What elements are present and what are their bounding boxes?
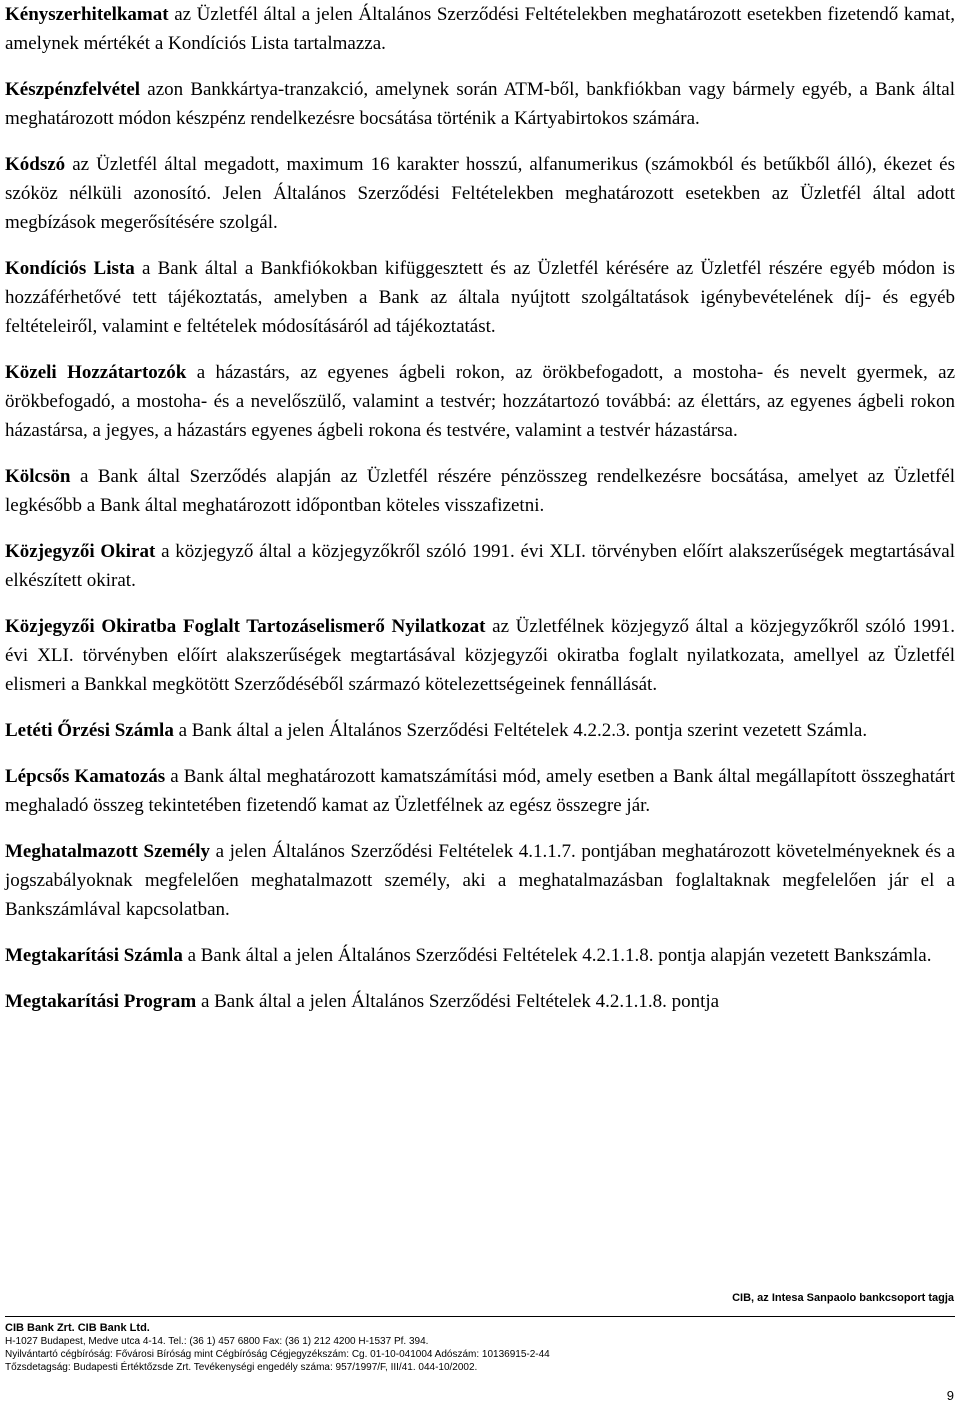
definition-paragraph xyxy=(5,150,955,237)
footer-exchange-membership: Tőzsdetagság: Budapesti Értéktőzsde Zrt. Tevékenységi engedély száma: 957/1997/F, III/41. 044-10/2002. xyxy=(5,1362,478,1373)
definition-term: Kölcsön xyxy=(5,466,71,487)
definition-paragraph xyxy=(5,987,955,1016)
definition-text: a Bank által a jelen Általános Szerződési Feltételek 4.2.2.3. pontja szerint vezetett Számla. xyxy=(178,720,868,741)
page-number: 9 xyxy=(946,1388,954,1403)
definition-term: Közjegyzői Okirat xyxy=(5,541,156,562)
footer-divider xyxy=(5,1316,955,1317)
definition-term: Készpénzfelvétel xyxy=(5,79,141,100)
definition-paragraph xyxy=(5,612,955,699)
definition-text: a házastárs, az egyenes ágbeli rokon, az örökbefogadott, a mostoha- és nevelt gyermek, az örökbefogadó, a mostoha- és a nevelőszülő, valamint a testvér; hozzátartozó továbbá: az élettárs, az egyenes ágbeli rokon házastársa, a jegyes, a házastárs egyenes ágbeli rokona és testvére, valamint a testvér házastársa. xyxy=(5,362,956,441)
definition-term: Közjegyzői Okiratba Foglalt Tartozáselismerő Nyilatkozat xyxy=(5,616,486,637)
definition-text: a közjegyző által a közjegyzőkről szóló 1991. évi XLI. törvényben előírt alakszerűségek megtartásával elkészített okirat. xyxy=(5,541,956,591)
definition-text: a Bank által a Bankfiókokban kifüggesztett és az Üzletfél kérésére az Üzletfél részére egyéb módon is hozzáférhetővé tett tájékoztatás, amelyben a Bank az általa nyújtott szolgáltatások igénybevételének díj- és egyéb feltételeiről, valamint e feltételek módosításáról ad tájékoztatást. xyxy=(5,258,956,337)
definition-term: Megtakarítási Program xyxy=(5,991,197,1012)
definition-paragraph xyxy=(5,358,955,445)
page-footer xyxy=(5,1322,550,1374)
definition-text: a Bank által a jelen Általános Szerződési Feltételek 4.2.1.1.8. pontja alapján vezetett Bankszámla. xyxy=(187,945,932,966)
definition-paragraph xyxy=(5,941,955,970)
document-body xyxy=(5,0,955,1033)
definition-text: azon Bankkártya-tranzakció, amelynek során ATM-ből, bankfiókban vagy bármely egyéb, a Bank által meghatározott módon készpénz rendelkezésre bocsátása történik a Kártyabirtokos számára. xyxy=(5,79,956,129)
definition-paragraph xyxy=(5,537,955,595)
definition-text: a Bank által a jelen Általános Szerződési Feltételek 4.2.1.1.8. pontja xyxy=(200,991,720,1012)
definition-text: az Üzletfél által a jelen Általános Szerződési Feltételekben meghatározott esetekben fizetendő kamat, amelynek mértékét a Kondíciós Lista tartalmazza. xyxy=(5,4,956,54)
footer-company-name: CIB Bank Zrt. CIB Bank Ltd. xyxy=(5,1322,150,1334)
definition-text: az Üzletfélnek közjegyző által a közjegyzőkről szóló 1991. évi XLI. törvényben előírt alakszerűségek megtartásával közjegyzői okiratba foglalt nyilatkozata, amellyel az Üzletfél elismeri a Bankkal megkötött Szerződéséből származó kötelezettségeinek fennállását. xyxy=(5,616,956,695)
definition-term: Kódszó xyxy=(5,154,66,175)
footer-address: H-1027 Budapest, Medve utca 4-14. Tel.: (36 1) 457 6800 Fax: (36 1) 212 4200 H-1537 Pf. 394. xyxy=(5,1336,429,1347)
definition-term: Letéti Őrzési Számla xyxy=(5,720,174,741)
definition-term: Közeli Hozzátartozók xyxy=(5,362,187,383)
definition-text: a Bank által meghatározott kamatszámítási mód, amely esetben a Bank által megállapított összeghatárt meghaladó összeg tekintetében fizetendő kamat az Üzletfélnek az egész összegre jár. xyxy=(5,766,956,816)
definition-term: Kondíciós Lista xyxy=(5,258,135,279)
definition-text: a Bank által Szerződés alapján az Üzletfél részére pénzösszeg rendelkezésre bocsátása, amelyet az Üzletfél legkésőbb a Bank által meghatározott időpontban köteles visszafizetni. xyxy=(5,466,955,516)
definition-term: Kényszerhitelkamat xyxy=(5,4,169,25)
definition-paragraph xyxy=(5,716,955,745)
definition-paragraph xyxy=(5,762,955,820)
definition-term: Megtakarítási Számla xyxy=(5,945,183,966)
definition-paragraph xyxy=(5,0,955,58)
footer-registry: Nyilvántartó cégbíróság: Fővárosi Bíróság mint Cégbíróság Cégjegyzékszám: Cg. 01-10-041004 Adószám: 10136915-2-44 xyxy=(5,1349,550,1360)
definition-text: az Üzletfél által megadott, maximum 16 karakter hosszú, alfanumerikus (számokból és betűkből álló), ékezet és szóköz nélküli azonosító. Jelen Általános Szerződési Feltételekben meghatározott esetekben az Üzletfél által adott megbízások megerősítésére szolgál. xyxy=(5,154,956,233)
definition-text: a jelen Általános Szerződési Feltételek 4.1.1.7. pontjában meghatározott követelményeknek és a jogszabályoknak megfelelően meghatalmazott személy, aki a meghatalmazásban foglaltaknak megfelelően jár el a Bankszámlával kapcsolatban. xyxy=(5,841,956,920)
definition-term: Lépcsős Kamatozás xyxy=(5,766,166,787)
definition-paragraph xyxy=(5,462,955,520)
definition-term: Meghatalmazott Személy xyxy=(5,841,210,862)
definition-paragraph xyxy=(5,75,955,133)
definition-paragraph xyxy=(5,254,955,341)
definition-paragraph xyxy=(5,837,955,924)
bank-group-tagline: CIB, az Intesa Sanpaolo bankcsoport tagja xyxy=(732,1292,954,1304)
